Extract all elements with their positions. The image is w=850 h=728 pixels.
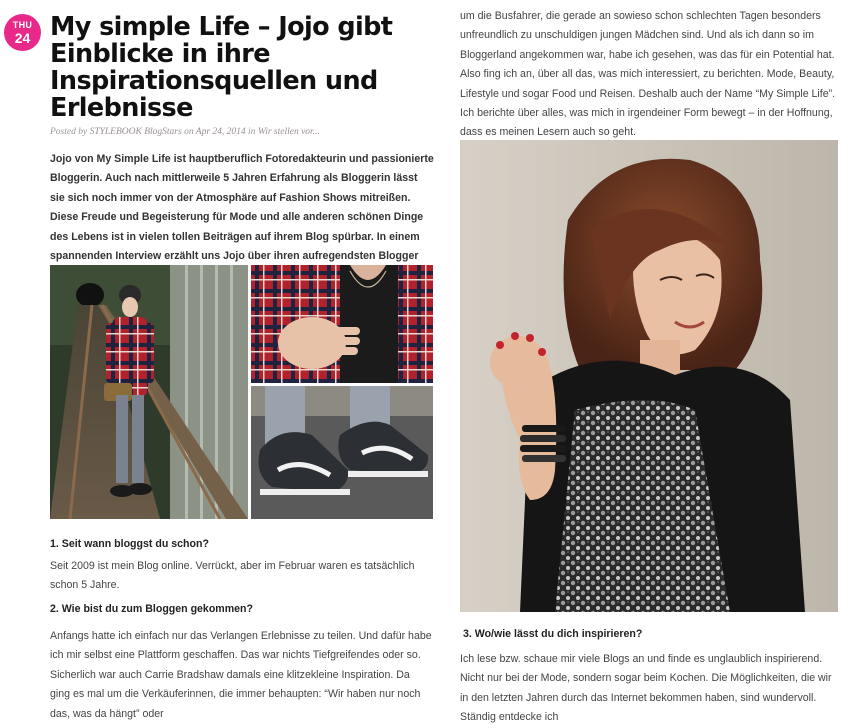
portrait-image (460, 140, 838, 612)
post-title[interactable]: My simple Life – Jojo gibt Einblicke in ihre Inspirationsquellen und Erlebnisse (50, 12, 393, 123)
date-day: 24 (14, 30, 31, 46)
outfit-collage-image (50, 265, 433, 519)
date-weekday: THU (12, 20, 33, 30)
answer-2-paragraph: Anfangs hatte ich einfach nur das Verlangen Erlebnisse zu teilen. Und dafür habe ich mir selbst eine Plattform geschaffen. Das war nichts Tiefgreifendes oder so. Sicherlich war auch Carrie Bradshaw damals eine klitzekleine Inspiration. Da ging es mal um die Verkäuferinnen, die immer behaupten: “Wir haben nur noch das, was da hängt” oder (50, 630, 432, 720)
outfit-collage-photo (50, 265, 433, 519)
author-link[interactable]: STYLEBOOK BlogStars (89, 127, 182, 137)
question-2-heading: 2. Wie bist du zum Bloggen gekommen? (50, 603, 253, 615)
question-3-heading: 3. Wo/wie lässt du dich inspirieren? (463, 628, 643, 640)
meta-prefix: Posted by (50, 127, 90, 137)
answer-3-paragraph: Ich lese bzw. schaue mir viele Blogs an und finde es unglaublich inspirierend. Nicht nur bei der Mode, sondern sogar beim Kochen. Die Möglichkeiten, die wir in den letzten Jahren durch das Internet bekommen haben, sind wundervoll. Ständig entdecke ich (460, 653, 832, 724)
meta-in: in (245, 127, 258, 137)
portrait-photo (460, 140, 838, 612)
question-1-heading: 1. Seit wann bloggst du schon? (50, 538, 209, 550)
meta-on: on (181, 127, 196, 137)
post-date-link[interactable]: Apr 24, 2014 (195, 127, 246, 137)
date-badge (4, 14, 41, 51)
answer-1-paragraph: Seit 2009 ist mein Blog online. Verrückt, aber im Februar waren es tatsächlich schon 5 Jahre. (50, 560, 415, 592)
post-meta (50, 127, 430, 137)
intro-paragraph: Jojo von My Simple Life ist hauptberuflich Fotoredakteurin und passionierte Bloggerin. Auch nach mittlerweile 5 Jahren Erfahrung als Bloggerin lässt sie sich noch immer von der Atmosphäre auf Fashion Shows mitreißen. Diese Freude und Begeisterung für Mode und alle anderen schönen Dinge des Lebens ist in vielen tollen Beiträgen auf ihrem Blog spürbar. In einem spannenden Interview erzählt uns Jojo über ihren aufregendsten Blogger (50, 153, 434, 263)
answer-2-continued-paragraph: um die Busfahrer, die gerade an sowieso schon schlechten Tagen besonders unfreundlich zu unschuldigen jungen Mädchen sind. Und als ich dann so im Bloggerland angekommen war, habe ich gesehen, was das für ein Potential hat. Also fing ich an, über all das, was mich interessiert, zu berichten. Mode, Beauty, Lifestyle und sogar Food und Reisen. Deshalb auch der Name “My Simple Life”. Ich berichte über alles, was mich in irgendeiner Form bewegt – in der Hoffnung, dass es meinen Lesern auch so geht. (460, 10, 836, 139)
category-link[interactable]: Wir stellen vor... (257, 127, 320, 137)
